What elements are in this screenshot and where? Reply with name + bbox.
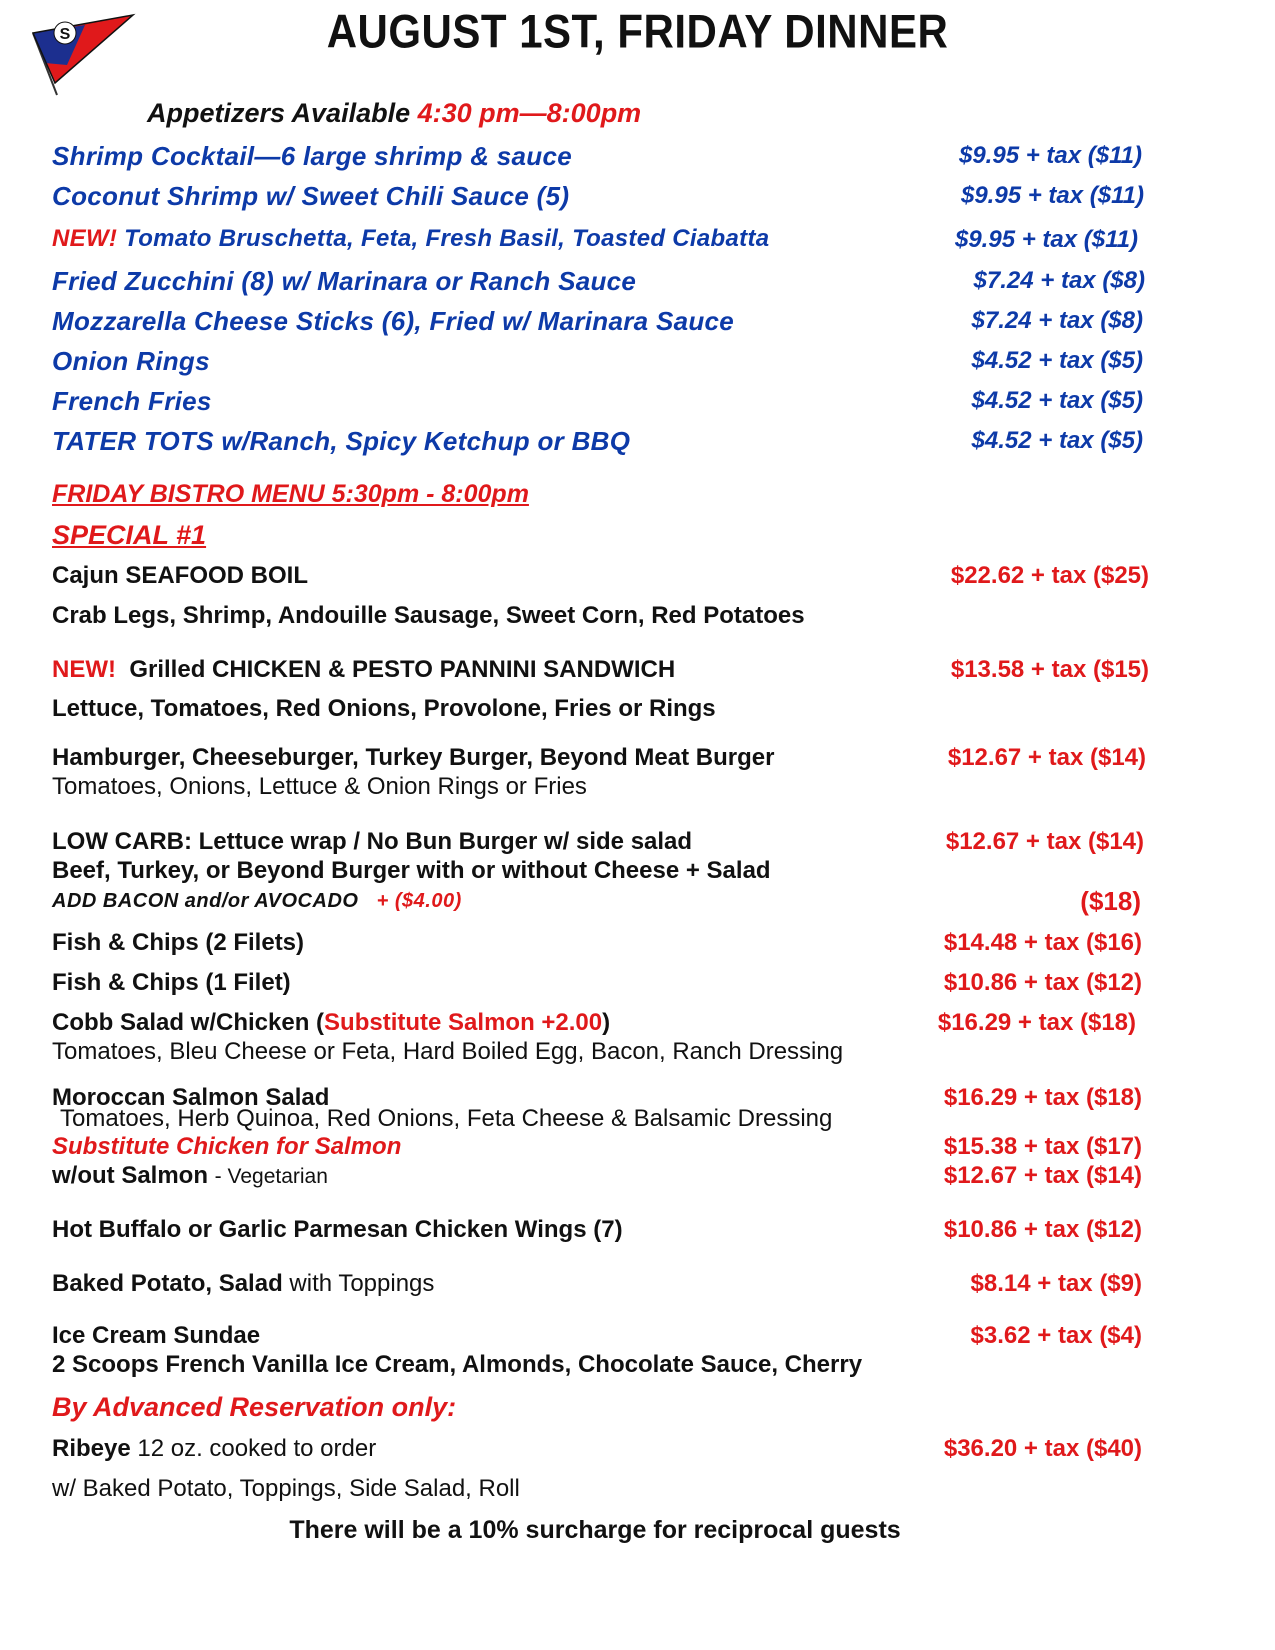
cobb-desc: Tomatoes, Bleu Cheese or Feta, Hard Boiled Egg, Bacon, Ranch Dressing bbox=[52, 1038, 844, 1065]
appetizer-item-label: Tomato Bruschetta, Feta, Fresh Basil, Toasted Ciabatta bbox=[124, 225, 770, 252]
cobb-close: ) bbox=[602, 1009, 611, 1036]
burger-name: Hamburger, Cheeseburger, Turkey Burger, Beyond Meat Burger bbox=[52, 744, 775, 771]
cobb-name-row bbox=[52, 1009, 610, 1037]
moroccan-sub-price: $15.38 + tax ($17) bbox=[943, 1133, 1142, 1160]
appetizer-item: French Fries bbox=[52, 386, 212, 416]
page-title: AUGUST 1ST, FRIDAY DINNER bbox=[326, 5, 949, 58]
fish1-name: Fish & Chips (1 Filet) bbox=[52, 969, 291, 996]
appetizer-price: $7.24 + tax ($8) bbox=[971, 307, 1143, 334]
lowcarb-addon-row bbox=[52, 890, 462, 913]
lowcarb-addon: ADD BACON and/or AVOCADO bbox=[52, 890, 359, 912]
fish1-price: $10.86 + tax ($12) bbox=[943, 969, 1142, 996]
appetizer-price: $9.95 + tax ($11) bbox=[960, 182, 1144, 209]
moroccan-veg-price: $12.67 + tax ($14) bbox=[943, 1162, 1142, 1189]
ribeye-row bbox=[52, 1435, 376, 1463]
moroccan-name: Moroccan Salmon Salad bbox=[52, 1084, 330, 1111]
panini-desc: Lettuce, Tomatoes, Red Onions, Provolone, Fries or Rings bbox=[52, 695, 716, 722]
appetizer-price: $9.95 + tax ($11) bbox=[954, 226, 1138, 253]
sundae-desc: 2 Scoops French Vanilla Ice Cream, Almonds, Chocolate Sauce, Cherry bbox=[52, 1351, 863, 1378]
footer-note: There will be a 10% surcharge for reciprocal guests bbox=[289, 1516, 901, 1544]
appetizers-heading: Appetizers Available bbox=[147, 98, 411, 128]
special-heading: SPECIAL #1 bbox=[52, 520, 207, 550]
cobb-sub: Substitute Salmon +2.00 bbox=[324, 1009, 603, 1036]
appetizer-price: $4.52 + tax ($5) bbox=[971, 347, 1143, 374]
lowcarb-name: LOW CARB: Lettuce wrap / No Bun Burger w/ side salad bbox=[52, 828, 693, 855]
appetizers-header bbox=[147, 98, 641, 129]
appetizer-item: TATER TOTS w/Ranch, Spicy Ketchup or BBQ bbox=[52, 426, 631, 456]
cobb-name: Cobb Salad w/Chicken ( bbox=[52, 1009, 325, 1036]
appetizer-price: $7.24 + tax ($8) bbox=[973, 267, 1145, 294]
sundae-name: Ice Cream Sundae bbox=[52, 1322, 261, 1349]
wings-name: Hot Buffalo or Garlic Parmesan Chicken Wings (7) bbox=[52, 1216, 623, 1243]
appetizer-price: $4.52 + tax ($5) bbox=[971, 387, 1143, 414]
potato-row bbox=[52, 1270, 434, 1298]
potato-suffix: with Toppings bbox=[289, 1270, 435, 1297]
wings-price: $10.86 + tax ($12) bbox=[943, 1216, 1142, 1243]
lowcarb-addon-total: ($18) bbox=[1080, 886, 1141, 916]
logo-letter: S bbox=[59, 26, 71, 43]
potato-name: Baked Potato, Salad bbox=[52, 1270, 283, 1297]
panini-name-row bbox=[52, 656, 675, 684]
appetizer-price: $9.95 + tax ($11) bbox=[958, 142, 1142, 169]
moroccan-sub-label: Substitute Chicken for Salmon bbox=[52, 1133, 402, 1160]
appetizer-item: Shrimp Cocktail—6 large shrimp & sauce bbox=[52, 141, 573, 171]
seafood-price: $22.62 + tax ($25) bbox=[950, 562, 1149, 589]
panini-price: $13.58 + tax ($15) bbox=[950, 656, 1149, 683]
ribeye-desc: w/ Baked Potato, Toppings, Side Salad, Roll bbox=[52, 1475, 520, 1502]
new-badge: NEW! bbox=[52, 656, 116, 683]
appetizer-item: Onion Rings bbox=[52, 346, 210, 376]
moroccan-veg-note: - Vegetarian bbox=[214, 1165, 328, 1188]
seafood-name: Cajun SEAFOOD BOIL bbox=[52, 562, 309, 589]
moroccan-desc: Tomatoes, Herb Quinoa, Red Onions, Feta Cheese & Balsamic Dressing bbox=[60, 1105, 833, 1132]
ribeye-suffix: 12 oz. cooked to order bbox=[137, 1435, 377, 1462]
appetizer-price: $4.52 + tax ($5) bbox=[971, 427, 1143, 454]
ribeye-price: $36.20 + tax ($40) bbox=[943, 1435, 1142, 1462]
moroccan-veg-label: w/out Salmon bbox=[52, 1162, 208, 1189]
ribeye-name: Ribeye bbox=[52, 1435, 131, 1462]
fish2-price: $14.48 + tax ($16) bbox=[943, 929, 1142, 956]
seafood-desc: Crab Legs, Shrimp, Andouille Sausage, Sweet Corn, Red Potatoes bbox=[52, 602, 805, 629]
cobb-price: $16.29 + tax ($18) bbox=[937, 1009, 1136, 1036]
new-badge: NEW! bbox=[52, 225, 118, 252]
lowcarb-price: $12.67 + tax ($14) bbox=[945, 828, 1144, 855]
moroccan-veg-row bbox=[52, 1162, 328, 1190]
burger-desc: Tomatoes, Onions, Lettuce & Onion Rings or Fries bbox=[52, 773, 587, 800]
lowcarb-desc: Beef, Turkey, or Beyond Burger with or without Cheese + Salad bbox=[52, 857, 771, 884]
panini-name: Grilled CHICKEN & PESTO PANNINI SANDWICH bbox=[129, 656, 676, 683]
potato-price: $8.14 + tax ($9) bbox=[970, 1270, 1142, 1297]
fish2-name: Fish & Chips (2 Filets) bbox=[52, 929, 305, 956]
bistro-heading: FRIDAY BISTRO MENU 5:30pm - 8:00pm bbox=[52, 480, 529, 508]
lowcarb-addon-price: + ($4.00) bbox=[376, 890, 462, 912]
appetizer-item-new bbox=[52, 225, 769, 253]
sundae-price: $3.62 + tax ($4) bbox=[970, 1322, 1142, 1349]
appetizers-hours: 4:30 pm—8:00pm bbox=[417, 98, 642, 128]
appetizer-item: Mozzarella Cheese Sticks (6), Fried w/ Marinara Sauce bbox=[52, 306, 735, 336]
reservation-heading: By Advanced Reservation only: bbox=[52, 1392, 457, 1422]
appetizer-item: Coconut Shrimp w/ Sweet Chili Sauce (5) bbox=[52, 181, 570, 211]
appetizer-item: Fried Zucchini (8) w/ Marinara or Ranch Sauce bbox=[52, 266, 637, 296]
burger-price: $12.67 + tax ($14) bbox=[947, 744, 1146, 771]
moroccan-price: $16.29 + tax ($18) bbox=[943, 1084, 1142, 1111]
